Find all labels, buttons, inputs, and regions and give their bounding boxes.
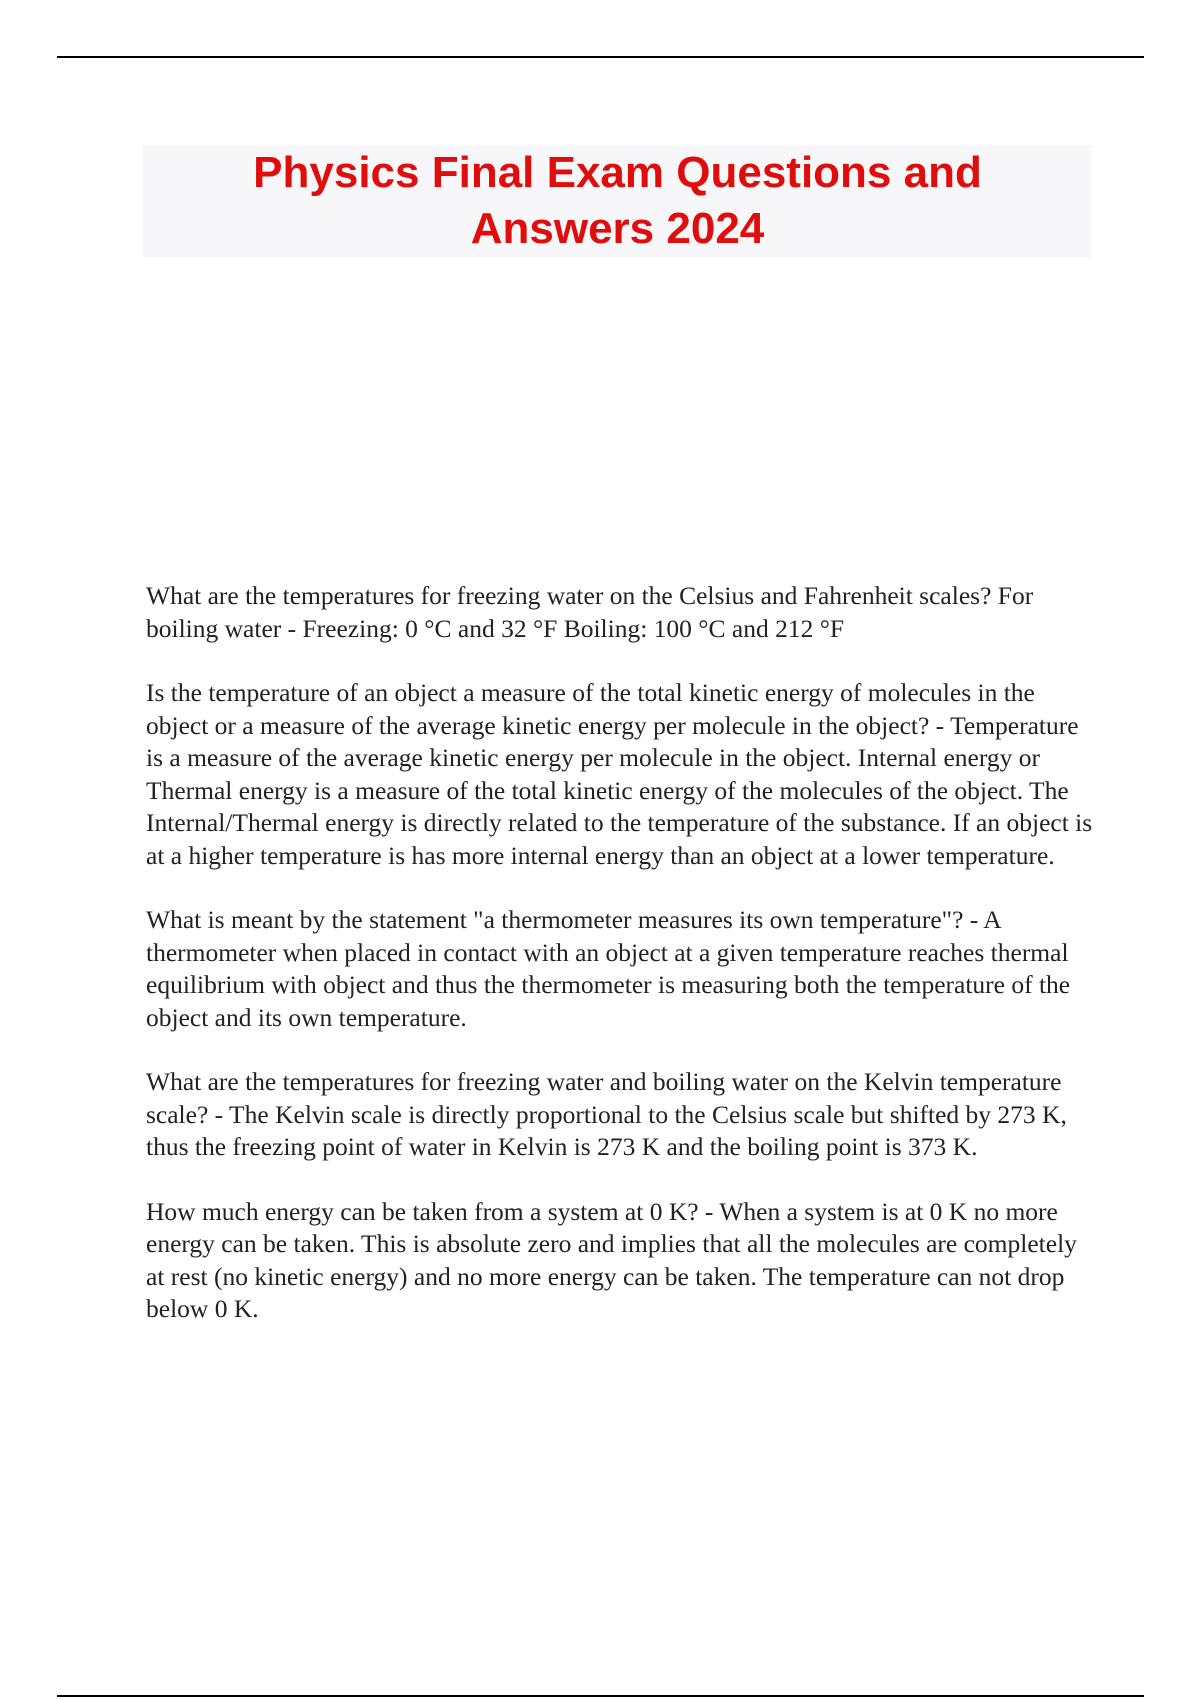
document-title: Physics Final Exam Questions and Answers 2024 xyxy=(253,148,982,253)
qa-item: What are the temperatures for freezing water and boiling water on the Kelvin temperature scale? - The Kelvin scale is directly proportional to the Celsius scale but shifted by 273 K, thus the freezing point of water in Kelvin is 273 K and the boiling point is 373 K. xyxy=(146,1067,1067,1161)
qa-item: How much energy can be taken from a system at 0 K? - When a system is at 0 K no more energy can be taken. This is absolute zero and implies that all the molecules are completely at rest (no kinetic energy) and no more energy can be taken. The temperature can not drop below 0 K. xyxy=(146,1196,1077,1323)
qa-item: Is the temperature of an object a measure of the total kinetic energy of molecules in the object or a measure of the average kinetic energy per molecule in the object? - Temperature is a measure of the average kinetic energy per molecule in the object. Internal energy or Thermal energy is a measure of the total kinetic energy of the molecules of the object. The Internal/Thermal energy is directly related to the temperature of the substance. If an object is at a higher temperature is has more internal energy than an object at a lower temperature. xyxy=(146,678,1093,870)
qa-item: What are the temperatures for freezing water on the Celsius and Fahrenheit scales? For boiling water - Freezing: 0 °C and 32 °F Boiling: 100 °C and 212 °F xyxy=(146,581,1034,643)
title-banner xyxy=(143,145,1092,257)
qa-item: What is meant by the statement "a thermometer measures its own temperature"? - A thermometer when placed in contact with an object at a given temperature reaches thermal equilibrium with object and thus the thermometer is measuring both the temperature of the object and its own temperature. xyxy=(146,905,1071,1032)
header-rule xyxy=(57,56,1144,58)
qa-list xyxy=(146,580,1096,1358)
footer-rule xyxy=(57,1695,1144,1697)
